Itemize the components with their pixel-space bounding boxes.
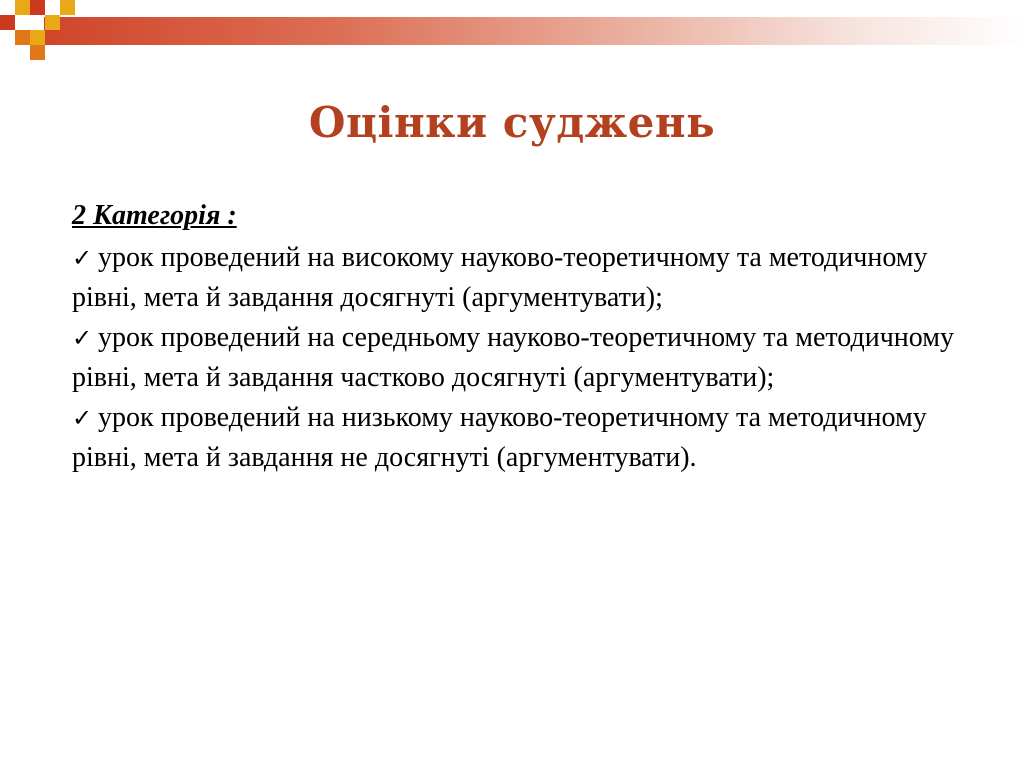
slide-title: Оцінки суджень	[308, 98, 716, 147]
category-heading: 2 Категорія :	[72, 200, 237, 231]
decor-square	[45, 15, 60, 30]
decor-square	[15, 30, 30, 45]
list-item	[72, 238, 972, 318]
checkmark-icon: ✓	[72, 244, 93, 272]
list-item-text: урок проведений на високому науково-теоретичному та методичному рівні, мета й завдання досягнуті (аргументувати);	[72, 242, 928, 313]
header-gradient-band	[44, 17, 1024, 45]
header-decoration	[0, 0, 1024, 70]
slide-body	[72, 196, 972, 478]
decor-square	[15, 0, 30, 15]
list-item-text: урок проведений на низькому науково-теоретичному та методичному рівні, мета й завдання не досягнуті (аргументувати).	[72, 402, 927, 473]
checkmark-icon: ✓	[72, 404, 93, 432]
decor-square	[0, 15, 15, 30]
decor-square	[60, 0, 75, 15]
list-item	[72, 398, 972, 478]
decor-square	[30, 45, 45, 60]
decor-square	[30, 0, 45, 15]
list-item	[72, 318, 972, 398]
decor-square	[30, 30, 45, 45]
checkmark-icon: ✓	[72, 324, 93, 352]
list-item-text: урок проведений на середньому науково-теоретичному та методичному рівні, мета й завдання частково досягнуті (аргументувати);	[72, 322, 954, 393]
